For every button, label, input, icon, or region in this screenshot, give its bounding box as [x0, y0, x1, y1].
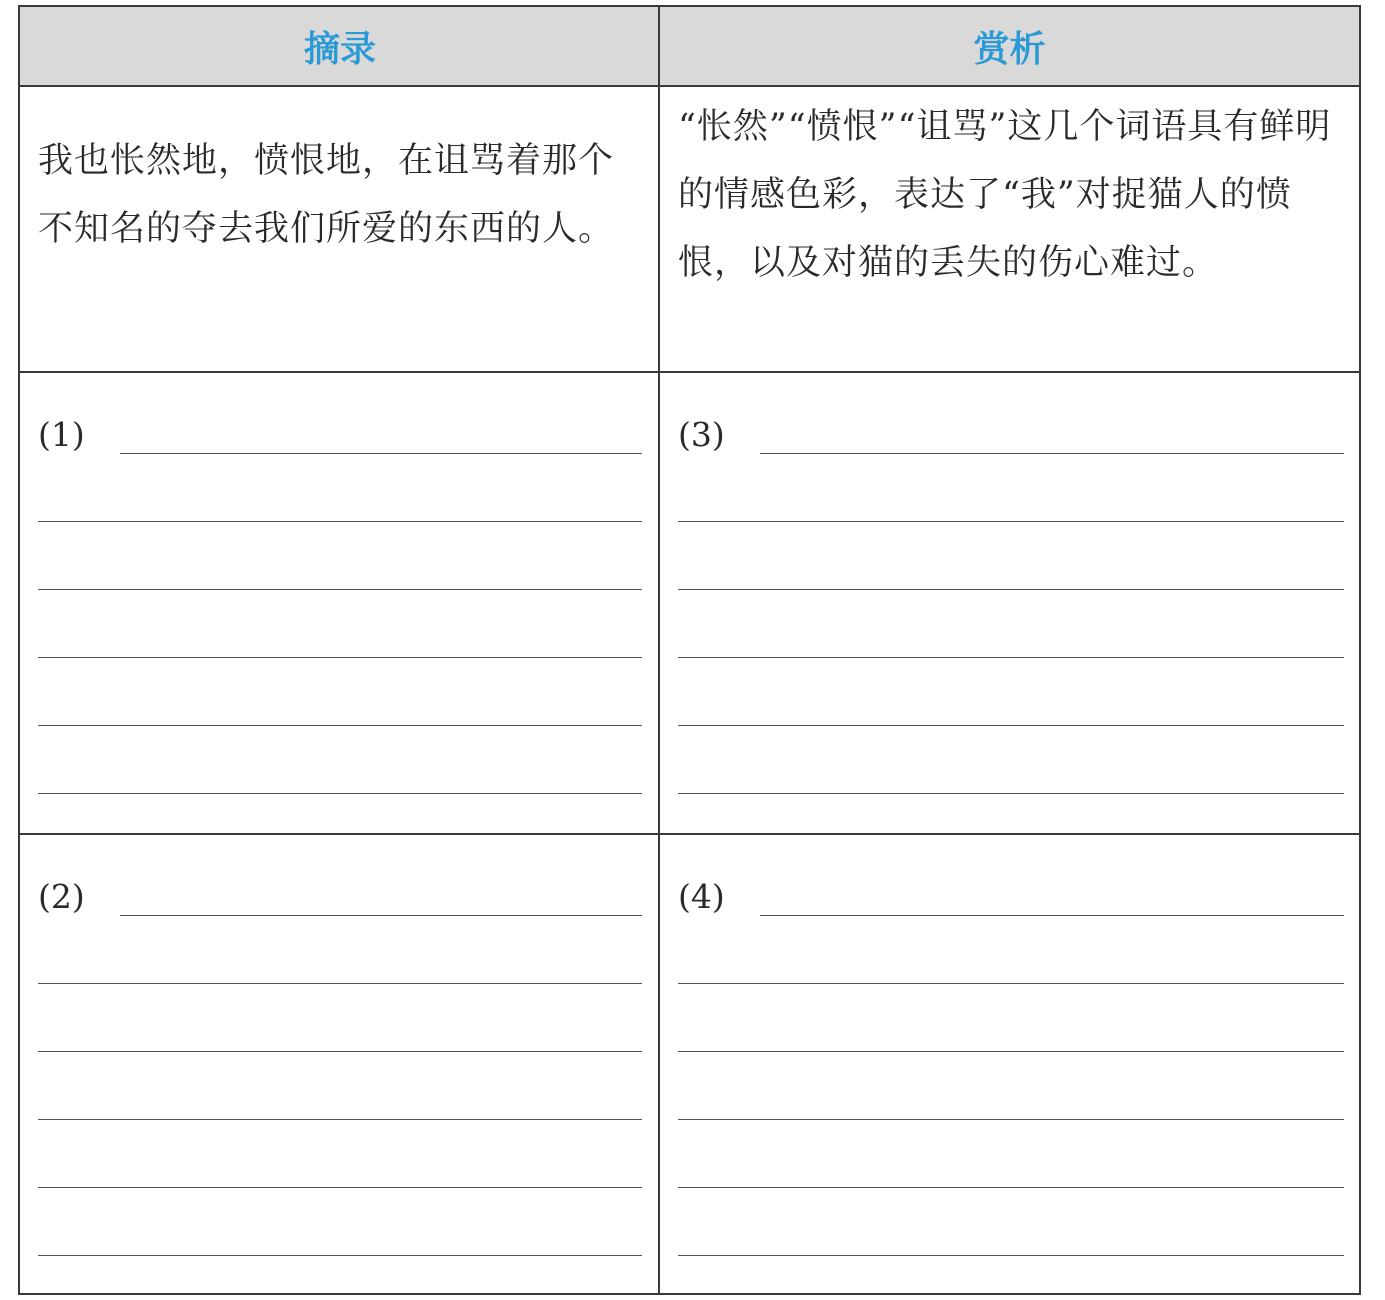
answer-line-2b[interactable]: [38, 983, 642, 984]
answer-line-4d[interactable]: [678, 1119, 1344, 1120]
answer-line-3d[interactable]: [678, 657, 1344, 658]
answer-line-2f[interactable]: [38, 1255, 642, 1256]
answer-line-1c[interactable]: [38, 589, 642, 590]
row-divider-1: [20, 371, 1359, 373]
answer-line-4e[interactable]: [678, 1187, 1344, 1188]
answer-line-2a[interactable]: [120, 915, 642, 916]
table-header-row: [20, 7, 1359, 87]
answer-line-2d[interactable]: [38, 1119, 642, 1120]
answer-line-4c[interactable]: [678, 1051, 1344, 1052]
header-excerpt: 摘录: [303, 28, 376, 70]
answer-label-1: (1): [38, 415, 85, 454]
answer-line-4f[interactable]: [678, 1255, 1344, 1256]
reading-notes-table: [18, 5, 1361, 1295]
answer-line-3b[interactable]: [678, 521, 1344, 522]
answer-label-2: (2): [38, 877, 85, 916]
answer-line-2c[interactable]: [38, 1051, 642, 1052]
answer-line-3a[interactable]: [760, 453, 1344, 454]
answer-line-1d[interactable]: [38, 657, 642, 658]
column-divider: [658, 7, 660, 1293]
answer-line-1b[interactable]: [38, 521, 642, 522]
example-analysis-text: “怅然”“愤恨”“诅骂”这几个词语具有鲜明的情感色彩，表达了“我”对捉猫人的愤恨，以及对猫的丢失的伤心难过。: [678, 107, 1332, 283]
answer-line-2e[interactable]: [38, 1187, 642, 1188]
row-divider-2: [20, 833, 1359, 835]
answer-line-3c[interactable]: [678, 589, 1344, 590]
answer-line-3e[interactable]: [678, 725, 1344, 726]
answer-label-4: (4): [678, 877, 725, 916]
header-analysis: 赏析: [973, 28, 1046, 70]
answer-line-1f[interactable]: [38, 793, 642, 794]
answer-line-4a[interactable]: [760, 915, 1344, 916]
answer-label-3: (3): [678, 415, 725, 454]
example-excerpt-text: 我也怅然地，愤恨地，在诅骂着那个不知名的夺去我们所爱的东西的人。: [38, 141, 615, 249]
answer-line-3f[interactable]: [678, 793, 1344, 794]
answer-line-4b[interactable]: [678, 983, 1344, 984]
answer-line-1e[interactable]: [38, 725, 642, 726]
answer-line-1a[interactable]: [120, 453, 642, 454]
